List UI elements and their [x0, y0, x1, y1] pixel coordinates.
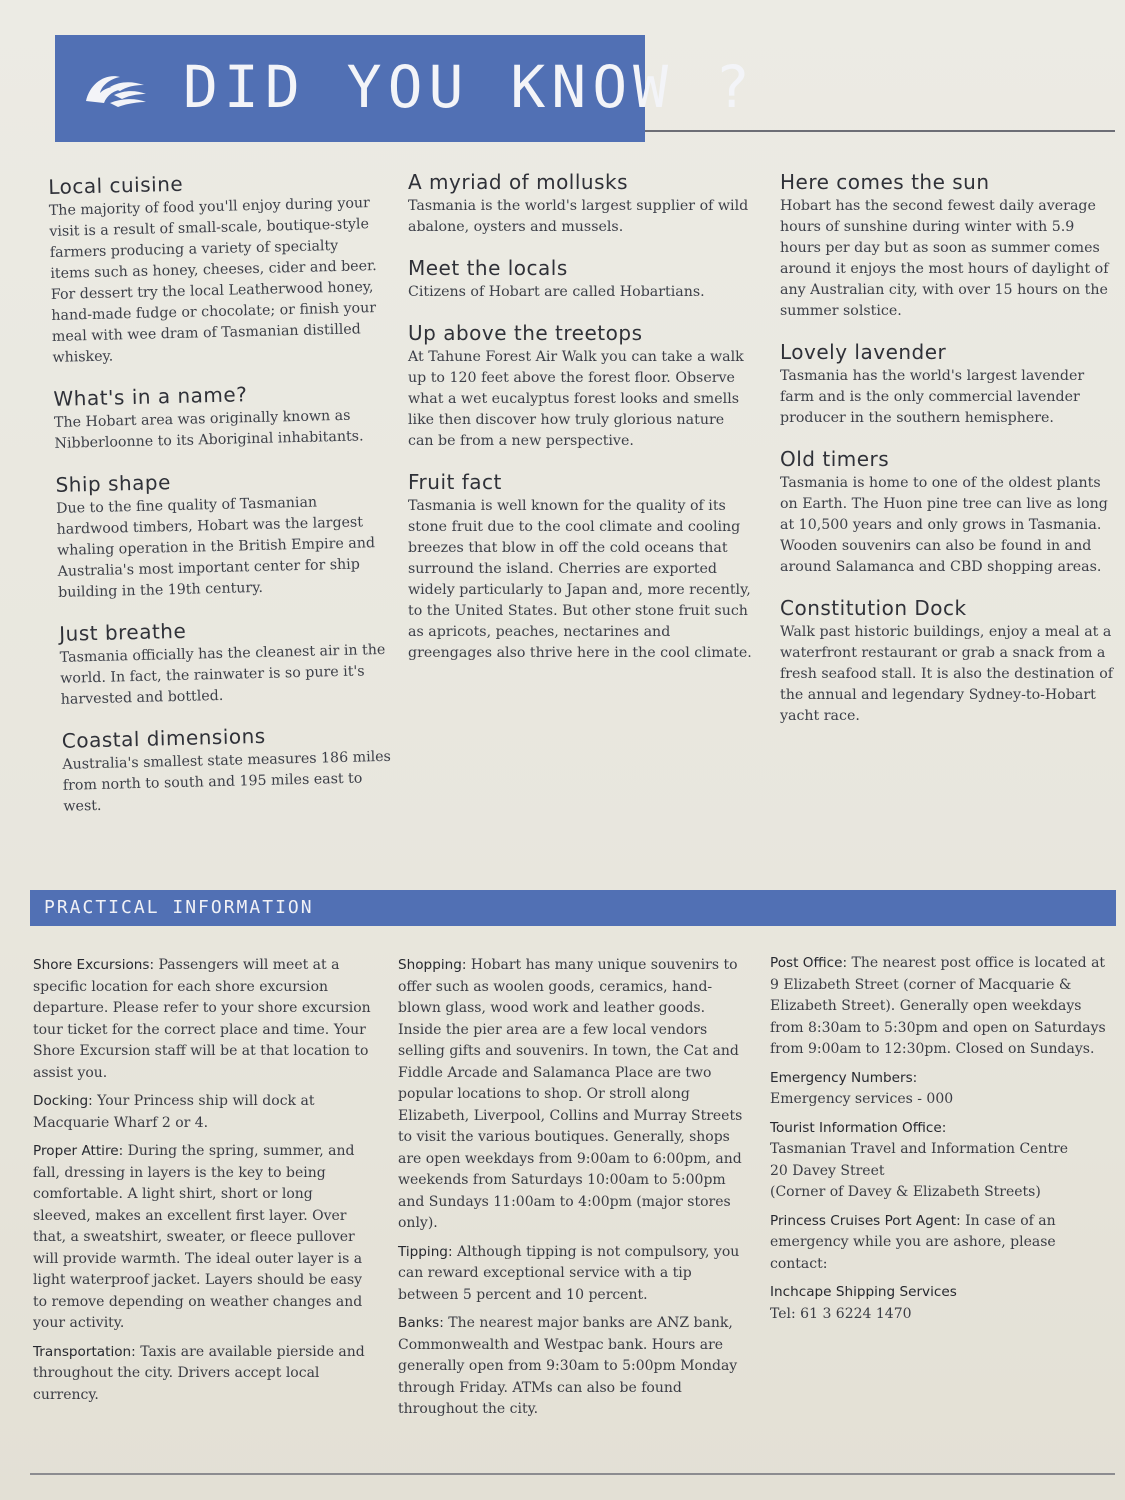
info-label: Tourist Information Office:	[770, 1119, 947, 1136]
fact-body: The majority of food you'll enjoy during your visit is a result of small-scale, boutique-style farmers producing a variety of specialty items such as honey, cheeses, cider and beer. For dessert try the local Leatherwood honey, hand-made fudge or chocolate; or finish your meal with wee dram of Tasmanian distilled whiskey.	[48, 195, 377, 366]
info-text: Taxis are available pierside and throughout the city. Drivers accept local currency.	[33, 1343, 365, 1403]
info-item	[398, 955, 743, 1235]
fact-item	[780, 447, 1115, 578]
info-label: Banks:	[398, 1315, 444, 1331]
practical-info-bar	[30, 890, 1116, 926]
fact-item	[780, 596, 1115, 727]
divider	[30, 1473, 1115, 1475]
info-item	[33, 1342, 373, 1407]
fact-item	[48, 167, 383, 369]
fact-body: The Hobart area was originally known as Nibberloonne to its Aboriginal inhabitants.	[53, 407, 364, 452]
fact-item	[62, 721, 394, 818]
info-text: In case of an emergency while you are ashore, please contact:	[770, 1212, 1056, 1272]
fact-title: Constitution Dock	[780, 596, 967, 620]
fact-body: Tasmania has the world's largest lavender farm and is the only commercial lavender producer in the southern hemisphere.	[780, 368, 1085, 426]
fact-title: Meet the locals	[408, 256, 568, 280]
info-label: Docking:	[33, 1093, 93, 1109]
tourist-office-item	[770, 1118, 1115, 1204]
dyk-column-1	[48, 167, 394, 836]
info-text: Emergency services - 000	[770, 1091, 954, 1107]
fact-item	[53, 379, 385, 455]
fact-item	[780, 170, 1115, 322]
info-text: Passengers will meet at a specific location for each shore excursion departure. Please refer to your shore excursion tour ticket for the correct place and time. Your Shore Excursion staff will be at that location to assist you.	[33, 957, 371, 1081]
info-label: Proper Attire:	[33, 1143, 124, 1159]
fact-item	[55, 465, 388, 604]
fact-body: Walk past historic buildings, enjoy a meal at a waterfront restaurant or grab a snack from a fresh seafood stall. It is also the destination of the annual and legendary Sydney-to-Hobart yacht race.	[780, 624, 1113, 724]
fact-body: Tasmania is home to one of the oldest plants on Earth. The Huon pine tree can live as long at 10,500 years and only grows in Tasmania. Wooden souvenirs can also be found in and around Salamanca and CBD shopping areas.	[780, 475, 1108, 575]
dyk-column-3	[780, 170, 1115, 745]
info-text: Tasmanian Travel and Information Centre	[770, 1141, 1069, 1157]
info-label: Post Office:	[770, 955, 848, 971]
post-office-item	[770, 953, 1115, 1061]
fact-body: Citizens of Hobart are called Hobartians.	[408, 284, 705, 300]
info-text: The nearest post office is located at 9 Elizabeth Street (corner of Macquarie & Elizabeth Street). Generally open weekdays from 8:30am to 5:30pm and open on Saturdays from 9:00am to 12:30pm. Closed on Sundays.	[770, 955, 1106, 1057]
fact-body: Tasmania is the world's largest supplier of wild abalone, oysters and mussels.	[408, 198, 749, 235]
fact-title: Up above the treetops	[408, 321, 643, 345]
info-label: Princess Cruises Port Agent:	[770, 1212, 961, 1229]
info-label: Emergency Numbers:	[770, 1069, 918, 1086]
info-label: Shopping:	[398, 957, 467, 973]
info-item	[33, 1091, 373, 1134]
fact-title: Local cuisine	[48, 171, 184, 199]
info-label: Tipping:	[398, 1243, 453, 1260]
fact-body: Hobart has the second fewest daily average hours of sunshine during winter with 5.9 hours per day but as soon as summer comes around it enjoys the most hours of daylight of any Australian city, with over 15 hours on the summer solstice.	[780, 198, 1109, 319]
port-agent-item	[770, 1211, 1115, 1276]
info-item	[33, 1141, 373, 1335]
practical-column-2	[398, 955, 743, 1428]
emergency-item	[770, 1068, 1115, 1111]
fact-item	[408, 170, 753, 238]
fact-item	[408, 470, 753, 664]
info-text: Although tipping is not compulsory, you can reward exceptional service with a tip between 5 percent and 10 percent.	[398, 1243, 740, 1303]
fact-body: Due to the fine quality of Tasmanian hardwood timbers, Hobart was the largest whaling operation in the British Empire and Australia's most important center for ship building in the 19th century.	[55, 494, 376, 601]
section-title: PRACTICAL INFORMATION	[44, 897, 314, 918]
practical-column-1	[33, 955, 373, 1413]
fact-title: Ship shape	[55, 470, 172, 497]
agent-contact	[770, 1282, 1115, 1325]
fact-item	[780, 340, 1115, 429]
info-text: Your Princess ship will dock at Macquarie Wharf 2 or 4.	[33, 1093, 315, 1131]
divider	[645, 130, 1115, 132]
fact-title: Fruit fact	[408, 470, 502, 494]
fact-title: Here comes the sun	[780, 170, 990, 194]
info-text: The nearest major banks are ANZ bank, Commonwealth and Westpac bank. Hours are generally open from 9:30am to 5:00pm Monday through Friday. ATMs can also be found throughout the city.	[398, 1315, 738, 1417]
info-label: Transportation:	[33, 1343, 136, 1360]
fact-item	[408, 256, 753, 303]
info-label: Shore Excursions:	[33, 957, 155, 973]
dyk-column-2	[408, 170, 753, 682]
fact-body: Tasmania is well known for the quality of its stone fruit due to the cool climate and cooling breezes that blow in off the cold oceans that surround the island. Cherries are exported widely particularly to Japan and, more recently, to the United States. But other stone fruit such as apricots, peaches, nectarines and greengages also thrive here in the cool climate.	[408, 498, 752, 661]
fact-body: Tasmania officially has the cleanest air in the world. In fact, the rainwater is so pure it's harvested and bottled.	[59, 641, 386, 708]
info-text: Hobart has many unique souvenirs to offer such as woolen goods, ceramics, hand-blown glass, wood work and leather goods. Inside the pier area are a few local vendors selling gifts and souvenirs. In town, the Cat and Fiddle Arcade and Salamanca Place are two popular locations to shop. Or stroll along Elizabeth, Liverpool, Collins and Murray Streets to visit the various boutiques. Generally, shops are open weekdays from 9:00am to 6:00pm, and weekends from Saturdays 10:00am to 5:00pm and Sundays 11:00am to 4:00pm (major stores only).	[398, 957, 743, 1231]
fact-body: Australia's smallest state measures 186 miles from north to south and 195 miles east to west.	[62, 748, 392, 815]
fact-title: A myriad of mollusks	[408, 170, 629, 194]
fact-title: Lovely lavender	[780, 340, 947, 364]
info-item	[33, 955, 373, 1084]
wave-logo-icon	[80, 63, 150, 113]
fact-title: Just breathe	[58, 618, 187, 646]
practical-column-3	[770, 953, 1115, 1332]
info-text: 20 Davey Street	[770, 1162, 885, 1179]
info-item	[398, 1242, 743, 1307]
fact-title: What's in a name?	[53, 382, 248, 411]
page-title: DID YOU KNOW ?	[183, 53, 756, 121]
fact-item	[408, 321, 753, 452]
agent-name: Inchcape Shipping Services	[770, 1284, 957, 1300]
info-text: During the spring, summer, and fall, dressing in layers is the key to being comfortable. A light shirt, short or long sleeved, makes an excellent first layer. Over that, a sweatshirt, sweater, or fleece pullover will provide warmth. The ideal outer layer is a light waterproof jacket. Layers should be easy to remove depending on weather changes and your activity.	[33, 1143, 363, 1331]
fact-item	[59, 614, 391, 711]
fact-title: Coastal dimensions	[61, 723, 266, 753]
info-text: (Corner of Davey & Elizabeth Streets)	[770, 1184, 1041, 1200]
agent-phone: Tel: 61 3 6224 1470	[770, 1305, 912, 1322]
fact-title: Old timers	[780, 447, 890, 471]
info-item	[398, 1313, 743, 1421]
fact-body: At Tahune Forest Air Walk you can take a walk up to 120 feet above the forest floor. Observe what a wet eucalyptus forest looks and smells like then discover how truly glorious nature can be from a new perspective.	[408, 349, 744, 449]
header-banner	[55, 35, 756, 142]
